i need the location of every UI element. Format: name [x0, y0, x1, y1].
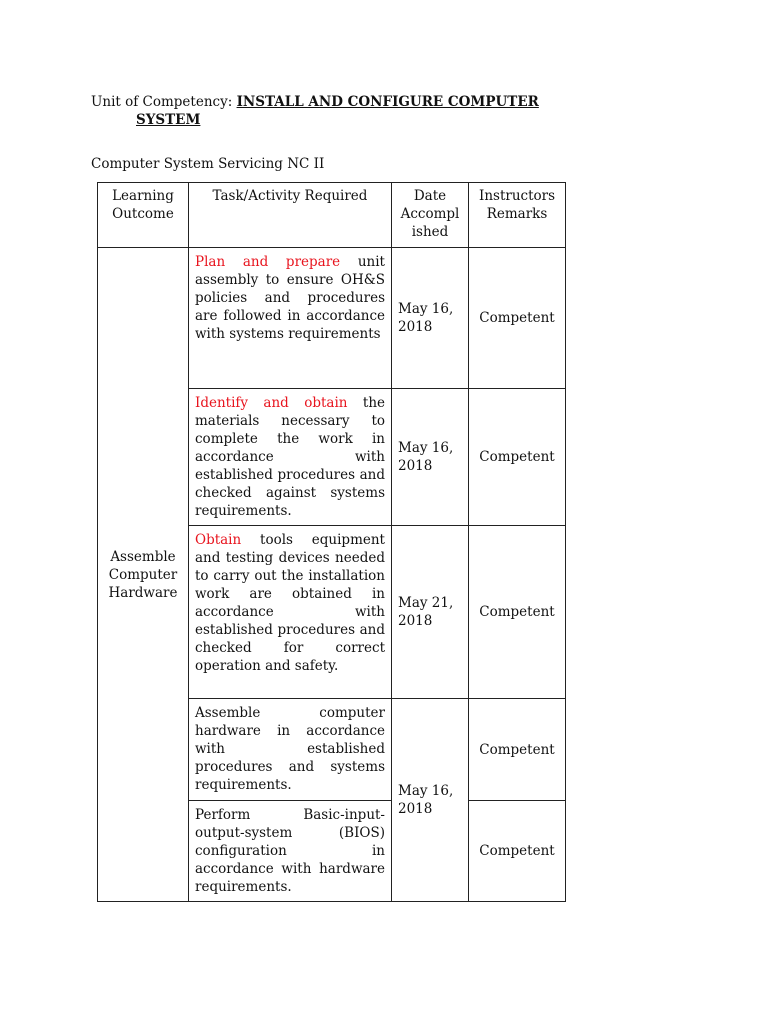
learning-outcome-cell: Assemble Computer Hardware — [98, 248, 189, 902]
remark-cell: Competent — [469, 389, 566, 526]
header-remarks: Instructors Remarks — [469, 183, 566, 248]
date-cell: May 21, 2018 — [392, 526, 469, 699]
task-cell — [189, 801, 392, 902]
unit-title: INSTALL AND CONFIGURE COMPUTER — [236, 94, 539, 110]
course-title: Computer System Servicing NC II — [91, 156, 325, 172]
unit-title-continued: SYSTEM — [136, 112, 201, 128]
task-highlight: Obtain — [195, 532, 242, 548]
task-highlight: Identify and obtain — [195, 395, 348, 411]
unit-label: Unit of Competency: — [91, 94, 233, 110]
header-date: Date Accompl ished — [392, 183, 469, 248]
task-cell — [189, 389, 392, 526]
remark-cell: Competent — [469, 699, 566, 801]
date-cell: May 16, 2018 — [392, 389, 469, 526]
task-cell — [189, 699, 392, 801]
unit-of-competency — [91, 93, 651, 111]
date-cell-merged: May 16, 2018 — [392, 699, 469, 902]
task-text: Perform Basic-input-output-system (BIOS) configuration in accordance with hardware requirements. — [195, 807, 385, 895]
task-text: tools equipment and testing devices needed to carry out the installation work are obtained in accordance with established procedures and checked for correct operation and safety. — [195, 532, 385, 674]
task-text: unit assembly to ensure OH&S policies and procedures are followed in accordance with systems requirements — [195, 254, 385, 342]
remark-cell: Competent — [469, 801, 566, 902]
header-task: Task/Activity Required — [189, 183, 392, 248]
task-highlight: Plan and prepare — [195, 254, 341, 270]
task-text: Assemble computer hardware in accordance with established procedures and systems requirements. — [195, 705, 385, 793]
task-cell — [189, 526, 392, 699]
header-learning-outcome: Learning Outcome — [98, 183, 189, 248]
table-header-row — [98, 183, 566, 248]
competency-table — [97, 182, 566, 902]
remark-cell: Competent — [469, 248, 566, 389]
task-cell — [189, 248, 392, 389]
date-cell: May 16, 2018 — [392, 248, 469, 389]
remark-cell: Competent — [469, 526, 566, 699]
task-text: the materials necessary to complete the work in accordance with established procedures and checked against systems requirements. — [195, 395, 385, 519]
table-row — [98, 248, 566, 389]
